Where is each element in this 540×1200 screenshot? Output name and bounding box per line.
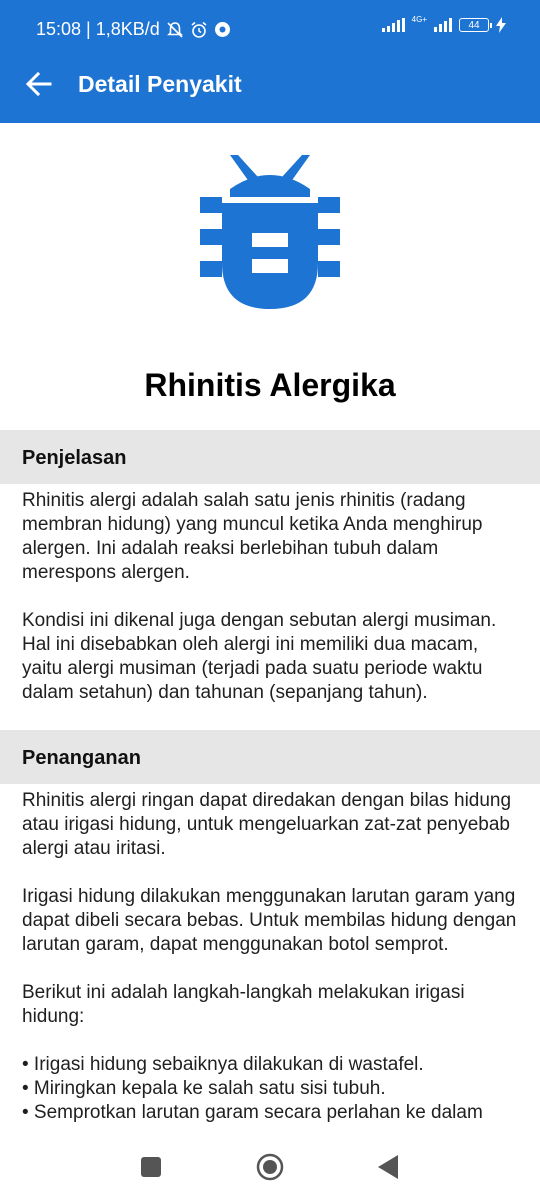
battery-icon <box>459 18 489 32</box>
paragraph: Kondisi ini dikenal juga dengan sebutan alergi musiman. Hal ini disebabkan oleh alergi ini memiliki dua macam, yaitu alergi musiman (terjadi pada suatu periode waktu dalam setahun) dan tahunan (sepanjang tahun). <box>22 610 497 703</box>
list-item: • Semprotkan larutan garam secara perlahan ke dalam <box>22 1102 483 1123</box>
system-nav-bar <box>0 1135 540 1200</box>
section-heading: Penjelasan <box>22 447 127 469</box>
home-button[interactable] <box>256 1153 284 1186</box>
recents-icon <box>141 1157 161 1177</box>
app-notification-icon <box>214 21 231 38</box>
wifi-signal-icon <box>382 18 405 32</box>
bell-off-icon <box>166 21 184 39</box>
system-back-button[interactable] <box>378 1155 398 1184</box>
list-item: • Irigasi hidung sebaiknya dilakukan di wastafel. <box>22 1054 424 1075</box>
section-heading: Penanganan <box>22 747 141 769</box>
paragraph: Rhinitis alergi adalah salah satu jenis rhinitis (radang membran hidung) yang muncul ketika Anda menghirup alergen. Ini adalah reaksi berlebihan tubuh dalam merespons alergen. <box>22 490 483 583</box>
back-button[interactable] <box>22 67 56 101</box>
disease-title: Rhinitis Alergika <box>144 367 396 403</box>
status-time-speed: 15:08 | 1,8KB/d <box>36 19 160 39</box>
status-right <box>382 17 506 33</box>
section-body-penjelasan <box>22 489 522 729</box>
section-header-penanganan <box>0 730 540 784</box>
network-type: 4G+ <box>411 15 427 24</box>
paragraph: Berikut ini adalah langkah-langkah melakukan irigasi hidung: <box>22 982 465 1027</box>
page-title: Detail Penyakit <box>78 71 242 97</box>
status-bar <box>0 0 540 45</box>
section-body-penanganan <box>22 789 522 1125</box>
recents-button[interactable] <box>141 1157 161 1182</box>
scroll-content[interactable] <box>0 785 540 1135</box>
home-icon <box>256 1153 284 1181</box>
back-icon <box>378 1155 398 1179</box>
cell-signal-icon <box>434 18 452 32</box>
battery-level: 44 <box>468 19 480 31</box>
app-bar <box>0 45 540 123</box>
alarm-icon <box>190 21 208 39</box>
arrow-left-icon <box>26 71 52 97</box>
status-left <box>36 19 231 40</box>
charging-icon <box>496 17 506 33</box>
list-item: • Miringkan kepala ke salah satu sisi tubuh. <box>22 1078 386 1099</box>
bug-icon <box>200 153 340 309</box>
paragraph: Rhinitis alergi ringan dapat diredakan dengan bilas hidung atau irigasi hidung, untuk mengeluarkan zat-zat penyebab alergi atau iritasi. <box>22 790 512 859</box>
paragraph: Irigasi hidung dilakukan menggunakan larutan garam yang dapat dibeli secara bebas. Untuk membilas hidung dengan larutan garam, dapat menggunakan botol semprot. <box>22 886 517 955</box>
section-header-penjelasan <box>0 430 540 484</box>
